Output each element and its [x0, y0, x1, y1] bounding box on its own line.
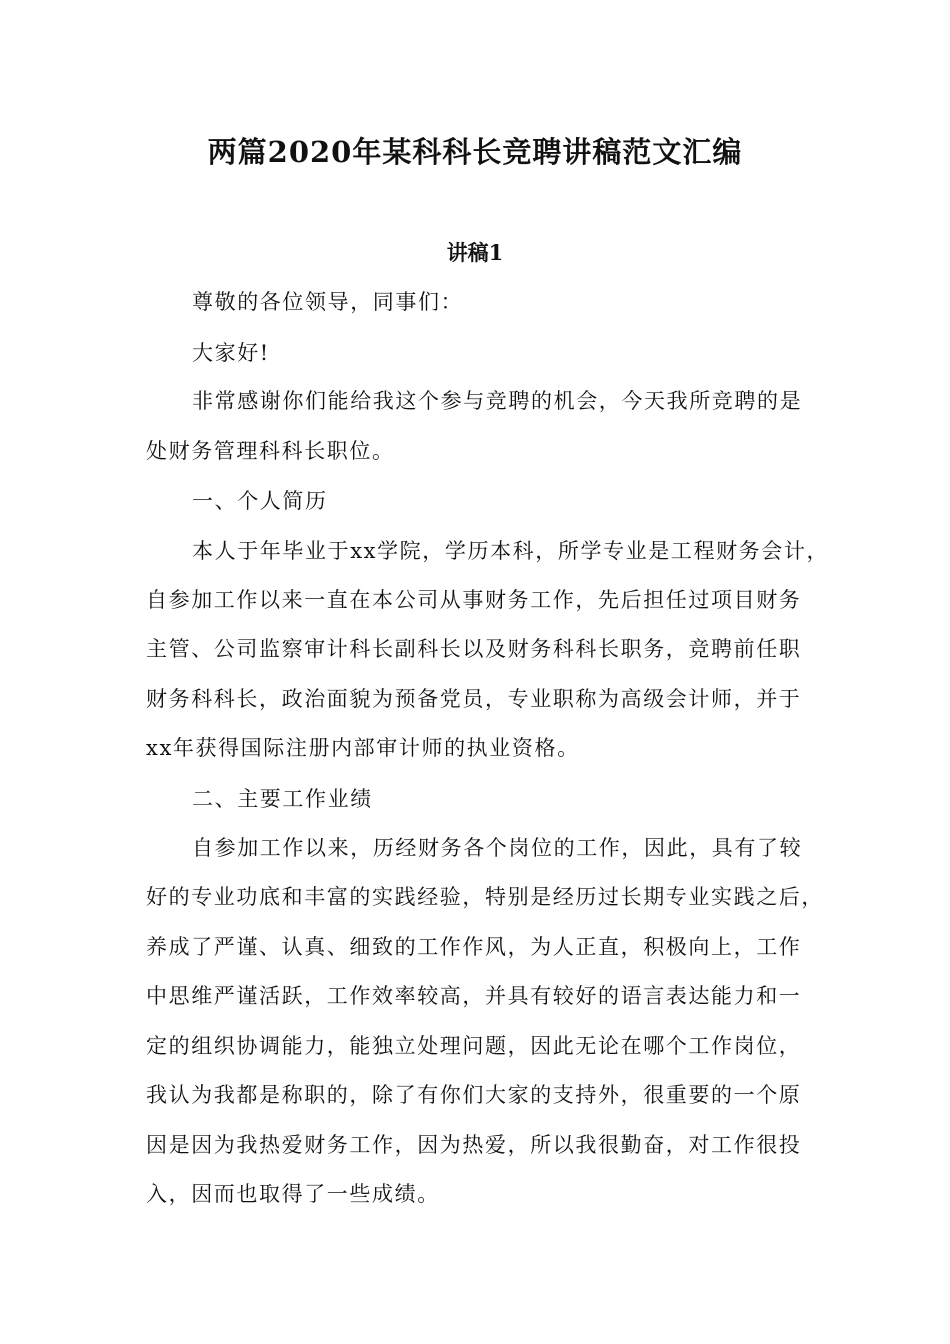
paragraph-line: 我认为我都是称职的，除了有你们大家的支持外，很重要的一个原	[146, 1083, 802, 1107]
paragraph-line: 养成了严谨、认真、细致的工作作风，为人正直，积极向上，工作	[146, 935, 802, 959]
greeting-line: 大家好!	[192, 341, 270, 365]
paragraph-line: 入，因而也取得了一些成绩。	[146, 1182, 440, 1206]
paragraph-line: 本人于年毕业于xx学院，学历本科，所学专业是工程财务会计，	[192, 539, 830, 563]
paragraph-line: 非常感谢你们能给我这个参与竞聘的机会，今天我所竞聘的是	[192, 389, 803, 413]
paragraph-line: 定的组织协调能力，能独立处理问题，因此无论在哪个工作岗位，	[146, 1034, 802, 1058]
salutation-line: 尊敬的各位领导，同事们：	[192, 290, 464, 314]
paragraph-line: 主管、公司监察审计科长副科长以及财务科科长职务，竞聘前任职	[146, 637, 802, 661]
section-heading-resume: 一、个人简历	[192, 489, 328, 513]
paragraph-line: 财务科科长，政治面貌为预备党员，专业职称为高级会计师，并于	[146, 687, 802, 711]
paragraph-line: xx年获得国际注册内部审计师的执业资格。	[146, 736, 580, 760]
paragraph-line: 中思维严谨活跃，工作效率较高，并具有较好的语言表达能力和一	[146, 984, 802, 1008]
section-heading-achievements: 二、主要工作业绩	[192, 787, 373, 811]
document-title: 两篇2020年某科科长竞聘讲稿范文汇编	[207, 135, 743, 169]
paragraph-line: 因是因为我热爱财务工作，因为热爱，所以我很勤奋，对工作很投	[146, 1133, 802, 1157]
paragraph-line: 自参加工作以来一直在本公司从事财务工作，先后担任过项目财务	[146, 588, 802, 612]
paragraph-line: 处财务管理科科长职位。	[146, 439, 395, 463]
section-heading: 讲稿1	[446, 240, 504, 265]
paragraph-line: 好的专业功底和丰富的实践经验，特别是经历过长期专业实践之后，	[146, 885, 824, 909]
paragraph-line: 自参加工作以来，历经财务各个岗位的工作，因此，具有了较	[192, 836, 803, 860]
